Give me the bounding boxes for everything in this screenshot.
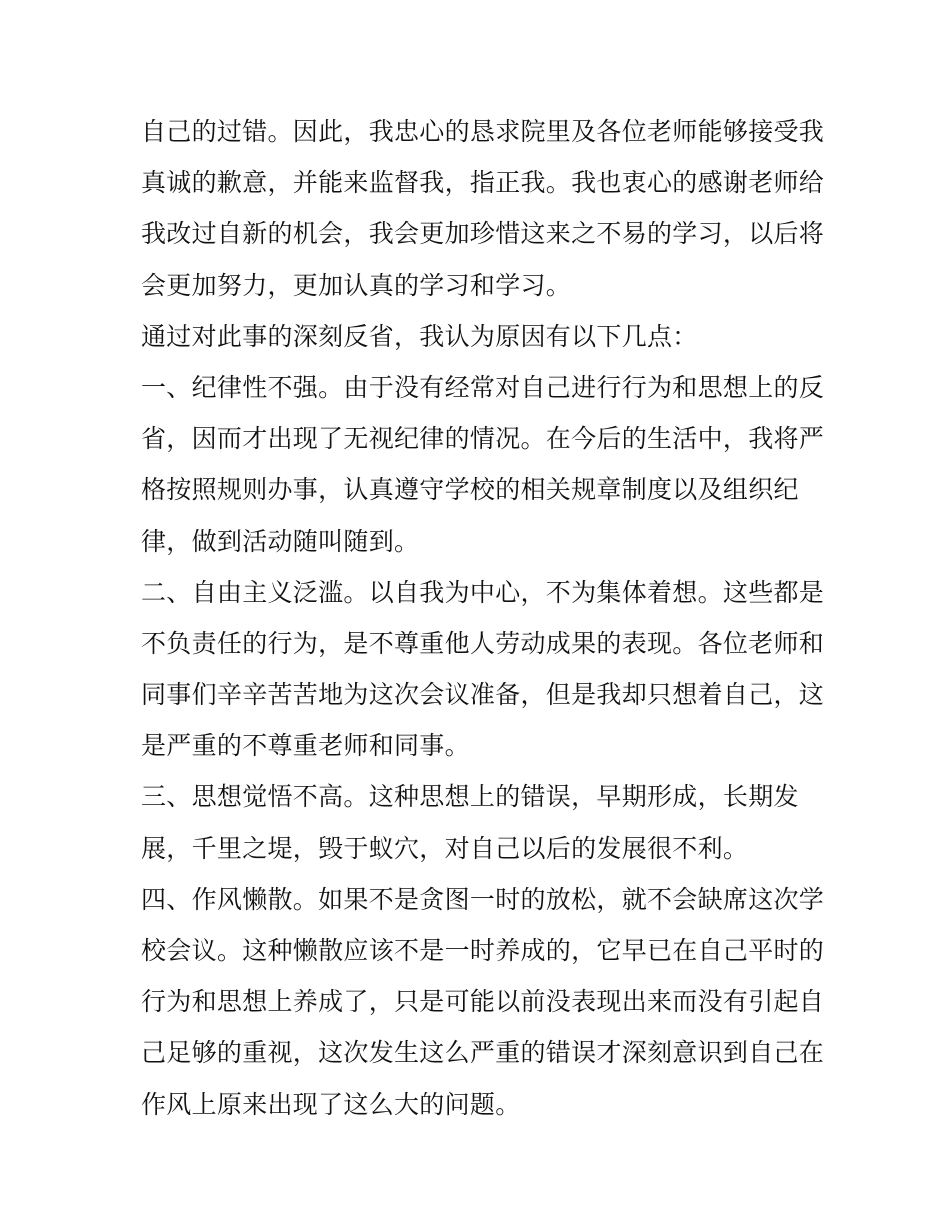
text-line: 展，千里之堤，毁于蚁穴，对自己以后的发展很不利。 [141, 833, 749, 863]
text-line: 作风上原来出现了这么大的问题。 [141, 1089, 521, 1119]
text-line: 律，做到活动随叫随到。 [141, 526, 420, 556]
text-line: 三、思想觉悟不高。这种思想上的错误，早期形成，长期发 [141, 782, 799, 812]
text-line: 格按照规则办事，认真遵守学校的相关规章制度以及组织纪 [141, 475, 799, 505]
document-body [141, 106, 825, 1130]
text-line: 是严重的不尊重老师和同事。 [141, 731, 470, 761]
text-line: 己足够的重视，这次发生这么严重的错误才深刻意识到自己在 [141, 1038, 825, 1068]
text-line: 我改过自新的机会，我会更加珍惜这来之不易的学习，以后将 [141, 219, 825, 249]
text-line: 二、自由主义泛滥。以自我为中心，不为集体着想。这些都是 [141, 577, 825, 607]
text-line: 四、作风懒散。如果不是贪图一时的放松，就不会缺席这次学 [141, 884, 825, 914]
text-line: 会更加努力，更加认真的学习和学习。 [141, 270, 572, 300]
text-line: 自己的过错。因此，我忠心的恳求院里及各位老师能够接受我 [141, 117, 825, 146]
text-line: 不负责任的行为，是不尊重他人劳动成果的表现。各位老师和 [141, 628, 825, 658]
text-line: 校会议。这种懒散应该不是一时养成的，它早已在自己平时的 [141, 936, 825, 965]
text-line: 通过对此事的深刻反省，我认为原因有以下几点： [141, 321, 698, 351]
text-line: 省，因而才出现了无视纪律的情况。在今后的生活中，我将严 [141, 424, 825, 454]
text-line: 同事们辛辛苦苦地为这次会议准备，但是我却只想着自己，这 [141, 680, 825, 710]
text-line: 行为和思想上养成了，只是可能以前没表现出来而没有引起自 [141, 987, 825, 1017]
text-line: 真诚的歉意，并能来监督我，指正我。我也衷心的感谢老师给 [141, 168, 825, 198]
text-line: 一、纪律性不强。由于没有经常对自己进行行为和思想上的反 [141, 372, 825, 402]
